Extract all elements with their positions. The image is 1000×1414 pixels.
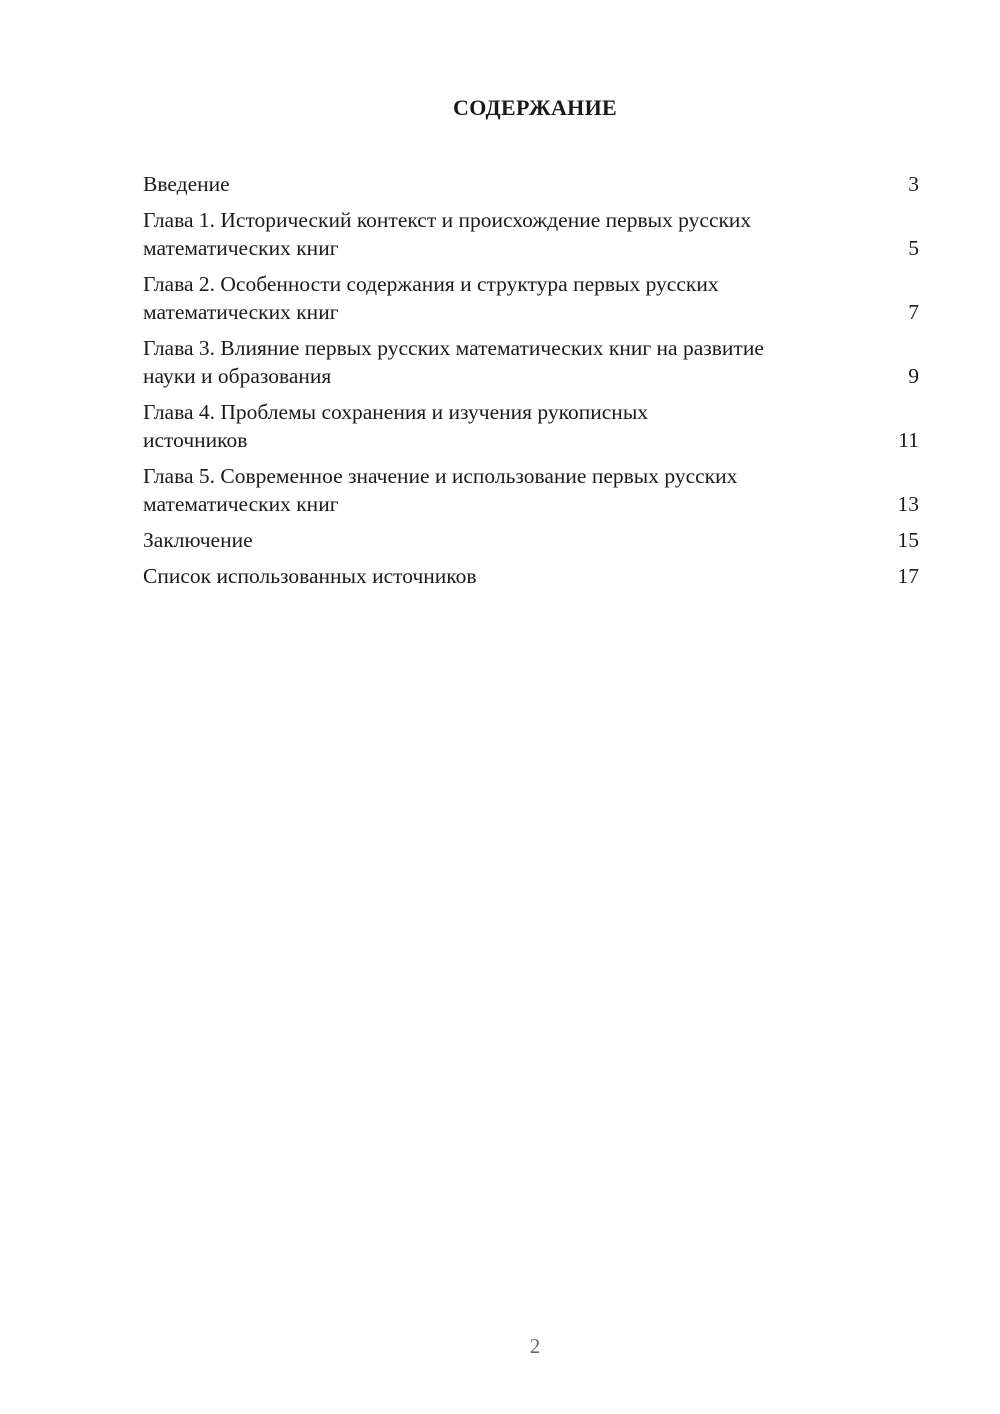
toc-entry-page: 9: [908, 364, 919, 388]
toc-entry-page: 15: [897, 528, 919, 552]
toc-entry: [143, 562, 919, 590]
toc-entry-label: Введение: [143, 172, 230, 196]
toc-entry-page: 11: [898, 428, 919, 452]
toc-entry-label: Глава 1. Исторический контекст и происхождение первых русских математических книг: [143, 208, 752, 260]
toc-entry-page: 5: [908, 236, 919, 260]
page-number: 2: [529, 1334, 541, 1358]
page-title: СОДЕРЖАНИЕ: [453, 95, 617, 120]
toc-entry: [143, 334, 919, 390]
toc-entry-page: 7: [908, 300, 919, 324]
toc-entry-label: Список использованных источников: [143, 564, 477, 588]
toc-entry-page: 13: [897, 492, 919, 516]
toc-entry: [143, 270, 919, 326]
toc-entry-page: 3: [908, 172, 919, 196]
toc-entry-page: 17: [897, 564, 919, 588]
toc-entry-label: Глава 2. Особенности содержания и структура первых русских математических книг: [143, 272, 719, 324]
toc-entry: [143, 526, 919, 554]
table-of-contents: [143, 170, 919, 598]
toc-entry-label: Глава 4. Проблемы сохранения и изучения рукописных источников: [143, 400, 649, 452]
toc-entry: [143, 398, 919, 454]
toc-entry: [143, 462, 919, 518]
toc-entry-label: Заключение: [143, 528, 253, 552]
toc-entry: [143, 206, 919, 262]
toc-entry-label: Глава 3. Влияние первых русских математических книг на развитие науки и образования: [143, 336, 764, 388]
toc-entry-label: Глава 5. Современное значение и использование первых русских математических книг: [143, 464, 738, 516]
toc-entry: [143, 170, 919, 198]
